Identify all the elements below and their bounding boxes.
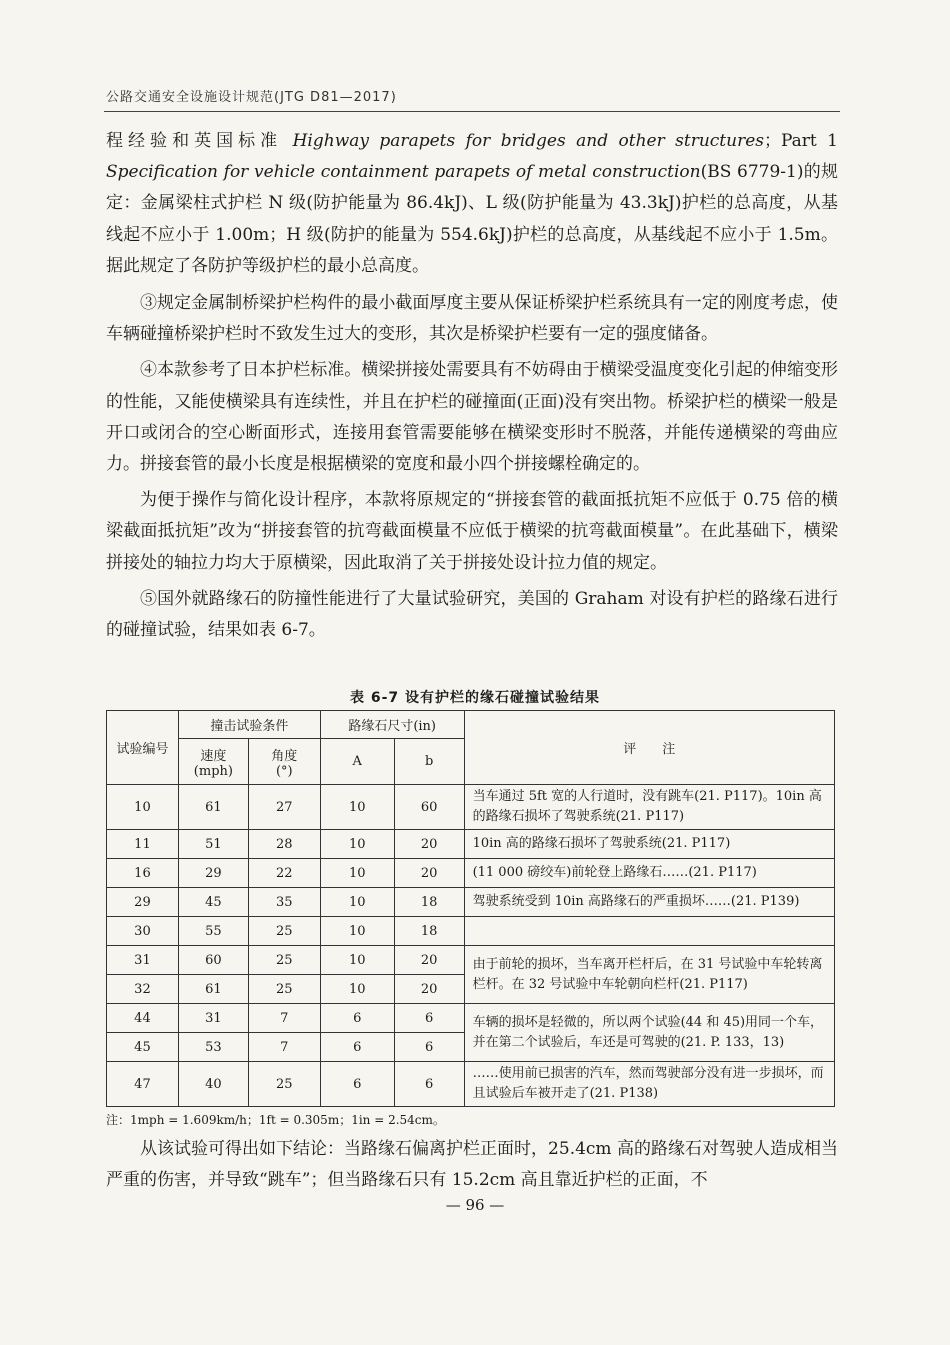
paragraph-3: ④本款参考了日本护栏标准。横梁拼接处需要具有不妨碍由于横梁受温度变化引起的伸缩变形的性能，又能使横梁具有连续性，并且在护栏的碰撞面(正面)没有突出物。桥梁护栏的横梁一般是开口或闭合的空心断面形式，连接用套管需要能够在横梁变形时不脱落，并能传递横梁的弯曲应力。拼接套管的最小长度是根据横梁的宽度和最小四个拼接螺栓确定的。 <box>106 360 838 475</box>
cell-b: 20 <box>394 859 464 888</box>
cell-angle: 27 <box>248 785 320 830</box>
cell-b: 18 <box>394 888 464 917</box>
cell-speed: 40 <box>178 1062 248 1107</box>
header-rule <box>104 111 840 112</box>
cell-remark: (11 000 磅绞车)前轮登上路缘石……(21. P117) <box>464 859 834 888</box>
paragraph-6: 从该试验可得出如下结论：当路缘石偏离护栏正面时，25.4cm 高的路缘石对驾驶人造成相当严重的伤害，并导致“跳车”；但当路缘石只有 15.2cm 高且靠近护栏的正面，不 <box>106 1139 838 1191</box>
cell-test-no: 16 <box>107 859 179 888</box>
table-row <box>107 946 835 975</box>
cell-a: 10 <box>320 946 394 975</box>
cell-b: 6 <box>394 1004 464 1033</box>
cell-b: 18 <box>394 917 464 946</box>
cell-test-no: 11 <box>107 830 179 859</box>
cell-speed: 61 <box>178 975 248 1004</box>
cell-b: 20 <box>394 975 464 1004</box>
cell-angle: 22 <box>248 859 320 888</box>
cell-a: 6 <box>320 1033 394 1062</box>
cell-remark: 驾驶系统受到 10in 高路缘石的严重损坏……(21. P139) <box>464 888 834 917</box>
header-angle-unit: (°) <box>275 763 293 779</box>
cell-test-no: 45 <box>107 1033 179 1062</box>
cell-angle: 25 <box>248 1062 320 1107</box>
cell-angle: 25 <box>248 917 320 946</box>
paragraph-1-part-c: (BS 6779-1)的规定：金属梁柱式护栏 N 级(防护能量为 86.4kJ)、L 级(防护能量为 43.3kJ)护栏的总高度，从基线起不应小于 1.00m；H 级(防护的能量为 554.6kJ)护栏的总高度，从基线起不应小于 1.5m。据此规定了各防护等级护栏的最小总高度。 <box>106 162 838 276</box>
body-text-continued <box>106 1134 838 1196</box>
body-text <box>106 126 838 651</box>
cell-b: 6 <box>394 1062 464 1107</box>
cell-angle: 35 <box>248 888 320 917</box>
cell-remark: ……使用前已损害的汽车，然而驾驶部分没有进一步损坏，而且试验后车被开走了(21. P138) <box>464 1062 834 1107</box>
table-row <box>107 888 835 917</box>
table-row <box>107 1004 835 1033</box>
cell-b: 60 <box>394 785 464 830</box>
paragraph-1-part-b: ；Part 1 <box>763 131 838 151</box>
running-header: 公路交通安全设施设计规范(JTG D81—2017) <box>106 90 397 105</box>
header-angle <box>248 739 320 785</box>
cell-remark <box>464 917 834 946</box>
header-speed <box>178 739 248 785</box>
cell-a: 10 <box>320 859 394 888</box>
header-col-b: b <box>394 739 464 785</box>
cell-speed: 45 <box>178 888 248 917</box>
table-row <box>107 785 835 830</box>
cell-remark: 由于前轮的损坏，当车离开栏杆后，在 31 号试验中车轮转离栏杆。在 32 号试验中车轮朝向栏杆(21. P117) <box>464 946 834 1004</box>
paragraph-2: ③规定金属制桥梁护栏构件的最小截面厚度主要从保证桥梁护栏系统具有一定的刚度考虑，使车辆碰撞桥梁护栏时不致发生过大的变形，其次是桥梁护栏要有一定的强度储备。 <box>106 293 838 345</box>
cell-a: 10 <box>320 785 394 830</box>
cell-speed: 31 <box>178 1004 248 1033</box>
paragraph-1-part-a: 程经验和英国标准 <box>106 131 293 151</box>
paragraph-1 <box>106 126 838 282</box>
header-speed-unit: (mph) <box>193 763 233 779</box>
cell-a: 10 <box>320 830 394 859</box>
table-row <box>107 917 835 946</box>
cell-test-no: 10 <box>107 785 179 830</box>
cell-remark: 当车通过 5ft 宽的人行道时，没有跳车(21. P117)。10in 高的路缘石损坏了驾驶系统(21. P117) <box>464 785 834 830</box>
cell-a: 10 <box>320 917 394 946</box>
cell-angle: 25 <box>248 946 320 975</box>
table-note: 注：1mph = 1.609km/h；1ft = 0.305m；1in = 2.54cm。 <box>106 1113 445 1127</box>
cell-b: 20 <box>394 946 464 975</box>
cell-remark: 10in 高的路缘石损坏了驾驶系统(21. P117) <box>464 830 834 859</box>
cell-speed: 61 <box>178 785 248 830</box>
cell-speed: 29 <box>178 859 248 888</box>
cell-test-no: 47 <box>107 1062 179 1107</box>
cell-angle: 7 <box>248 1033 320 1062</box>
paragraph-5: ⑤国外就路缘石的防撞性能进行了大量试验研究，美国的 Graham 对设有护栏的路缘石进行的碰撞试验，结果如表 6-7。 <box>106 588 838 641</box>
curb-impact-results-table <box>106 710 835 1107</box>
paragraph-4: 为便于操作与简化设计程序，本款将原规定的“拼接套管的截面抵抗矩不应低于 0.75 倍的横梁截面抵抗矩”改为“拼接套管的抗弯截面模量不应低于横梁的抗弯截面模量”。在此基础下，横梁拼接处的轴拉力均大于原横梁，因此取消了关于拼接处设计拉力值的规定。 <box>106 490 838 573</box>
cell-a: 6 <box>320 1004 394 1033</box>
cell-b: 20 <box>394 830 464 859</box>
cell-remark: 车辆的损坏是轻微的，所以两个试验(44 和 45)用同一个车，并在第二个试验后，车还是可驾驶的(21. P. 133，13) <box>464 1004 834 1062</box>
cell-b: 6 <box>394 1033 464 1062</box>
cell-speed: 51 <box>178 830 248 859</box>
cell-a: 10 <box>320 975 394 1004</box>
cell-speed: 55 <box>178 917 248 946</box>
cell-speed: 60 <box>178 946 248 975</box>
cell-angle: 25 <box>248 975 320 1004</box>
cell-a: 10 <box>320 888 394 917</box>
cell-test-no: 44 <box>107 1004 179 1033</box>
table-row <box>107 830 835 859</box>
header-test-no: 试验编号 <box>107 711 179 785</box>
cell-test-no: 31 <box>107 946 179 975</box>
header-impact-conditions: 撞击试验条件 <box>178 711 320 739</box>
header-curb-size: 路缘石尺寸(in) <box>320 711 464 739</box>
table-caption: 表 6-7 设有护栏的缘石碰撞试验结果 <box>349 690 601 706</box>
table-header-row-1 <box>107 711 835 739</box>
paragraph-1-italic-title-1: Highway parapets for bridges and other structures <box>292 131 764 151</box>
cell-test-no: 32 <box>107 975 179 1004</box>
header-remarks: 评 注 <box>464 711 834 785</box>
paragraph-1-italic-title-2: Specification for vehicle containment parapets of metal construction <box>106 162 701 183</box>
cell-test-no: 30 <box>107 917 179 946</box>
cell-a: 6 <box>320 1062 394 1107</box>
cell-angle: 28 <box>248 830 320 859</box>
page-number: — 96 — <box>445 1196 505 1214</box>
table-row <box>107 1062 835 1107</box>
table-row <box>107 859 835 888</box>
cell-angle: 7 <box>248 1004 320 1033</box>
header-speed-label: 速度 <box>200 748 227 764</box>
header-col-a: A <box>320 739 394 785</box>
header-angle-label: 角度 <box>271 748 298 764</box>
cell-speed: 53 <box>178 1033 248 1062</box>
cell-test-no: 29 <box>107 888 179 917</box>
